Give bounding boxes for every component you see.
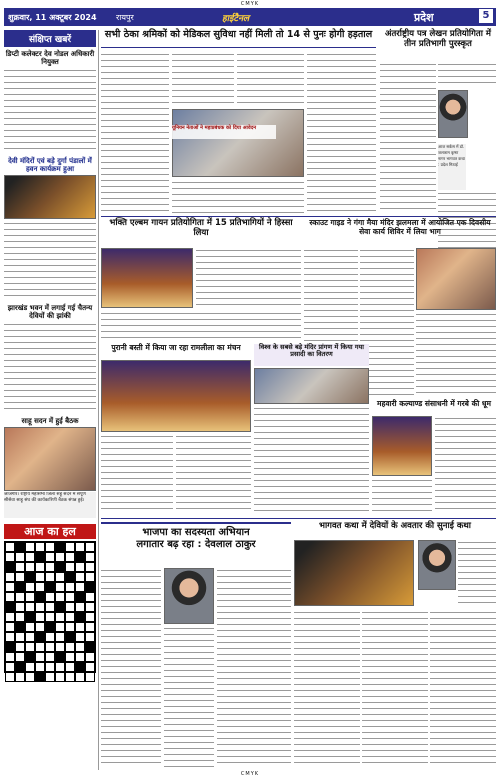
bhagwat-headline-box <box>294 522 496 536</box>
brief-3-body <box>4 322 96 414</box>
scout-body-3 <box>416 312 496 398</box>
letter-contest-body-2 <box>438 62 496 88</box>
print-registration-mark-top: CMYK <box>240 1 260 7</box>
biswa-headline: विश्व के सबसे बड़े मंदिर प्रांगण में किया गया प्रसादी का वितरण <box>258 343 364 359</box>
biswa-headline-box <box>254 344 369 366</box>
scout-headline: स्काउट गाइड ने गंगा मैया मंदिर झलमला में आयोजित एक दिवसीय सेवा कार्य शिविर में लिया भाग <box>309 218 491 236</box>
bjp-body-3 <box>217 568 291 768</box>
bhakti-body-bottom <box>101 311 301 341</box>
lead-body-col-2a <box>172 52 234 107</box>
ramleela-headline-box <box>101 344 251 358</box>
bjp-headline-1: भाजपा का सदस्यता अभियान <box>142 527 250 538</box>
garba-body-2 <box>435 416 496 514</box>
bjp-body-2 <box>164 626 214 768</box>
brief-4-headline: साहू सदन में हुई बैठक <box>21 417 79 426</box>
scout-photo <box>416 248 496 310</box>
lead-body-col-1 <box>101 52 169 214</box>
bjp-headline-box <box>101 522 291 564</box>
garba-photo <box>372 416 432 476</box>
garba-body-1 <box>372 478 432 514</box>
brief-1-headline: डिप्टी कलेक्टर देव नोडल अधिकारी नियुक्त <box>5 50 95 67</box>
edition-city: रायपुर <box>116 13 134 22</box>
bhagwat-body-3 <box>430 610 496 768</box>
bhagwat-headline: भागवत कथा में देवियों के अवतार की सुनाई कथा <box>318 521 472 531</box>
page-number: 5 <box>479 9 493 23</box>
section-title: प्रदेश <box>414 11 434 24</box>
brief-3-headline: झारखंड भवन में लगाई गई चैतन्य देवियों की झांकी <box>7 304 93 321</box>
newspaper-brand: हाईटैनल <box>222 14 250 24</box>
bhakti-body-top <box>196 248 301 308</box>
devlal-thakur-photo <box>164 568 214 624</box>
letter-contest-headline: अंतर्राष्ट्रीय पत्र लेखन प्रतियोगिता में तीन प्रतिभागी पुरस्कृत <box>384 29 492 49</box>
garba-headline-box <box>372 400 496 414</box>
letter-contest-col-2 <box>438 62 496 212</box>
lead-photo-caption: यूनियन नेताओं ने महाप्रबंधक को दिया आवेदन <box>172 125 276 139</box>
bhagwat-body-top <box>458 540 496 606</box>
kathavachak-portrait <box>418 540 456 590</box>
section-divider <box>101 216 496 217</box>
havan-photo <box>4 175 96 219</box>
scout-headline-box <box>304 219 496 245</box>
sahu-meeting-caption: जांजगीर। राष्ट्रीय महासभा जिला सहू सदन में संपूर्ण सीसेवा साहू संघ की कार्यकारिणी बैठक संपन्न हुई। <box>4 492 96 518</box>
brief-1-body <box>4 68 96 154</box>
biswa-body <box>254 406 369 514</box>
sahu-meeting-photo <box>4 427 96 491</box>
lead-body-col-2b <box>172 180 304 214</box>
bhakti-headline: भक्ति एल्बम गायन प्रतियोगिता में 15 प्रतिभागियों ने हिस्सा लिया <box>109 218 293 238</box>
bjp-headline-2: लगातार बढ़ रहा : देवलाल ठाकुर <box>136 538 256 550</box>
print-registration-mark-bottom: CMYK <box>240 771 260 777</box>
crossword-grid <box>4 541 96 673</box>
ramleela-photo <box>101 360 251 432</box>
brief-news-box-title: संक्षिप्त खबरें <box>4 30 96 47</box>
puzzle-title: आज का हल <box>4 524 96 539</box>
section-divider-2 <box>101 518 496 519</box>
speaker-portrait <box>438 90 468 138</box>
issue-date: शुक्रवार, 11 अक्टूबर 2024 <box>8 13 97 22</box>
bhakti-headline-box <box>101 219 301 245</box>
lead-body-col-4 <box>307 52 376 214</box>
column-divider <box>98 30 99 770</box>
bjp-body-1 <box>101 568 161 768</box>
bhakti-stage-photo <box>101 248 193 308</box>
lead-headline: सभी ठेका श्रमिकों को मेडिकल सुविधा नहीं मिली तो 14 से पुनः होगी हड़ताल <box>104 29 373 40</box>
brief-2-headline: देवी मंदिरों एवं बड़े दुर्गा पंडालों में हवन कार्यक्रम हुआ <box>8 157 92 174</box>
bhagwat-photo <box>294 540 414 606</box>
lead-body-col-3 <box>237 52 304 107</box>
garba-headline: महवारी कल्याण्ड संसाधनी में गरबे की धूम <box>377 399 491 408</box>
ramleela-headline: पुरानी बस्ती में किया जा रहा रामलीला का मंचन <box>111 343 241 352</box>
page-header <box>4 8 496 26</box>
lead-photo <box>172 109 304 177</box>
biswa-photo <box>254 368 369 404</box>
lead-headline-box <box>101 30 376 48</box>
left-column <box>4 30 96 770</box>
right-headline-box <box>380 30 496 58</box>
brief-2-body <box>4 221 96 301</box>
letter-contest-body-1 <box>380 62 436 212</box>
ramleela-body-1 <box>101 434 173 514</box>
bhagwat-body-2 <box>362 610 428 768</box>
speaker-inset-caption: आज सर्कस में डॉ. जलाराम कृष्ण नागर भागवत कथा : प्रदेश मिठाई <box>438 144 466 190</box>
ramleela-body-2 <box>176 434 251 514</box>
bhagwat-body-1 <box>294 610 360 768</box>
